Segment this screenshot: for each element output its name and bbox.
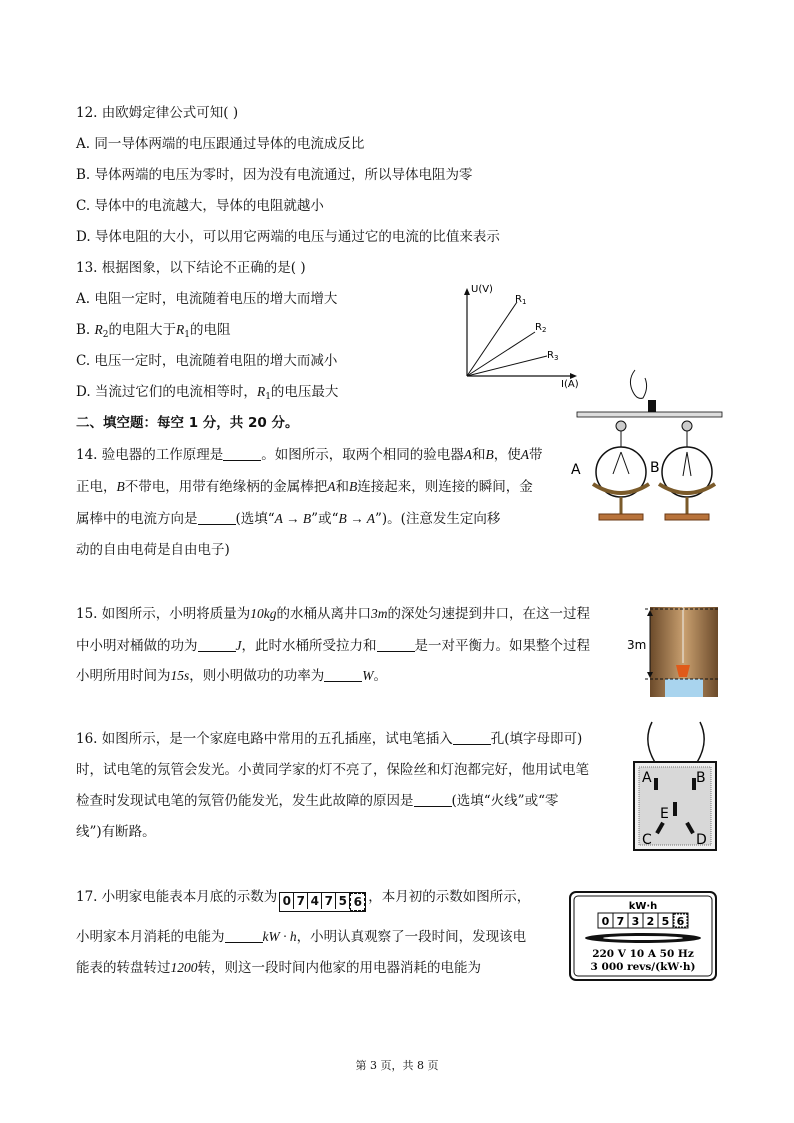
blank: [198, 510, 236, 525]
label-b: B: [650, 460, 660, 476]
q15-line3: 小明所用时间为15s，则小明做功的功率为 W。: [76, 668, 388, 684]
metal-rod-icon: [577, 412, 722, 417]
label-a: A: [571, 462, 581, 478]
q14-line3: 属棒中的电流方向是 (选填“A → B”或“B → A”)。(注意发生定向移: [76, 511, 501, 527]
label-r2: $R_2$: [535, 322, 547, 334]
svg-text:7: 7: [616, 915, 625, 928]
label-r3: $R_3$: [547, 350, 559, 362]
q12-option-b: B. 导体两端的电压为零时，因为没有电流通过，所以导体电阻为零: [76, 167, 473, 183]
insulating-handle-icon: [648, 400, 656, 412]
q13-option-c: C. 电压一定时，电流随着电阻的增大而减小: [76, 353, 338, 369]
svg-text:2: 2: [646, 915, 655, 928]
meter-digits: [598, 913, 688, 928]
q12-option-a: A. 同一导体两端的电压跟通过导体的电流成反比: [76, 136, 365, 152]
q13-option-d: D. 当流过它们的电流相等时，$R_1$的电压最大: [76, 384, 339, 402]
wire-left-icon: [648, 722, 656, 764]
q12-option-c: C. 导体中的电流越大，导体的电阻就越小: [76, 198, 324, 214]
q13-option-a: A. 电阻一定时，电流随着电压的增大而增大: [76, 291, 338, 307]
blank: [324, 667, 362, 682]
wire-right-icon: [696, 722, 704, 764]
label-b: B: [696, 770, 706, 786]
page-footer: 第 3 页，共 8 页: [355, 1059, 439, 1072]
blank: [414, 792, 452, 807]
meter-rate-label: 3 000 revs/(kW·h): [590, 961, 696, 973]
water-icon: [665, 679, 703, 697]
label-e: E: [660, 806, 669, 822]
well-figure: [625, 605, 720, 700]
hand-icon: [630, 370, 646, 398]
meter-disc-highlight: [603, 936, 683, 940]
electricity-meter-figure: [568, 890, 718, 982]
blank: [198, 637, 236, 652]
hole-a-icon: [654, 778, 658, 790]
y-axis-arrow: [464, 288, 470, 295]
blank: [377, 637, 415, 652]
meter-end-reading: 0 7 4 7 5 6: [279, 892, 366, 912]
meter-unit-label: kW·h: [628, 901, 658, 912]
label-a: A: [642, 770, 652, 786]
hole-e-icon: [673, 802, 677, 816]
q14-line1: 14. 验电器的工作原理是 。如图所示，取两个相同的验电器A和B，使A带: [76, 447, 543, 463]
q16-line2: 时，试电笔的氖管会发光。小黄同学家的灯不亮了，保险丝和灯泡都完好，他用试电笔: [76, 762, 589, 778]
q15-line1: 15. 如图所示，小明将质量为10kg的水桶从离井口3m的深处匀速提到井口，在这一过程: [76, 606, 591, 622]
svg-text:3: 3: [631, 915, 640, 928]
svg-text:6: 6: [676, 915, 685, 928]
q14-line2: 正电，B不带电，用带有绝缘柄的金属棒把A和B连接起来，则连接的瞬间，金: [76, 479, 533, 495]
electroscope-a-icon: [593, 421, 649, 520]
electroscope-figure: [565, 362, 730, 527]
blank: [453, 730, 491, 745]
y-axis-label: U(V): [471, 284, 493, 295]
q17-line2: 小明家本月消耗的电能为 kW · h，小明认真观察了一段时间，发现该电: [76, 929, 527, 945]
meter-spec-label: 220 V 10 A 50 Hz: [592, 948, 694, 960]
q13-option-b: B. $R_2$的电阻大于$R_1$的电阻: [76, 322, 231, 340]
q14-line4: 动的自由电荷是自由电子): [76, 542, 230, 558]
svg-text:5: 5: [661, 915, 670, 928]
blank: [223, 446, 261, 461]
section-title: 二、填空题：每空 1 分，共 20 分。: [76, 415, 299, 431]
q17-line1: 17. 小明家电能表本月底的示数为 0 7 4 7 5 6 ，本月初的示数如图所示，: [76, 887, 530, 912]
q17-line3: 能表的转盘转过1200转，则这一段时间内他家的用电器消耗的电能为: [76, 960, 481, 976]
socket-figure: [630, 720, 720, 855]
electroscope-b-icon: [659, 421, 715, 520]
label-r1: $R_1$: [515, 294, 527, 306]
line-r2: [467, 332, 535, 376]
x-axis-label: I(A): [561, 379, 579, 390]
q12-stem: 12. 由欧姆定律公式可知( ): [76, 105, 239, 121]
q16-line3: 检查时发现试电笔的氖管仍能发光，发生此故障的原因是 (选填“火线”或“零: [76, 793, 559, 809]
q16-line1: 16. 如图所示，是一个家庭电路中常用的五孔插座，试电笔插入 孔(填字母即可): [76, 731, 583, 747]
depth-label: 3m: [627, 638, 647, 652]
q13-stem: 13. 根据图象，以下结论不正确的是( ): [76, 260, 306, 276]
label-d: D: [696, 832, 707, 848]
svg-text:0: 0: [601, 915, 610, 928]
q16-line4: 线”)有断路。: [76, 824, 156, 840]
q15-line2: 中小明对桶做的功为 J，此时水桶所受拉力和 是一对平衡力。如果整个过程: [76, 638, 590, 654]
blank: [225, 928, 263, 943]
q12-option-d: D. 导体电阻的大小，可以用它两端的电压与通过它的电流的比值来表示: [76, 229, 500, 245]
label-c: C: [642, 832, 652, 848]
